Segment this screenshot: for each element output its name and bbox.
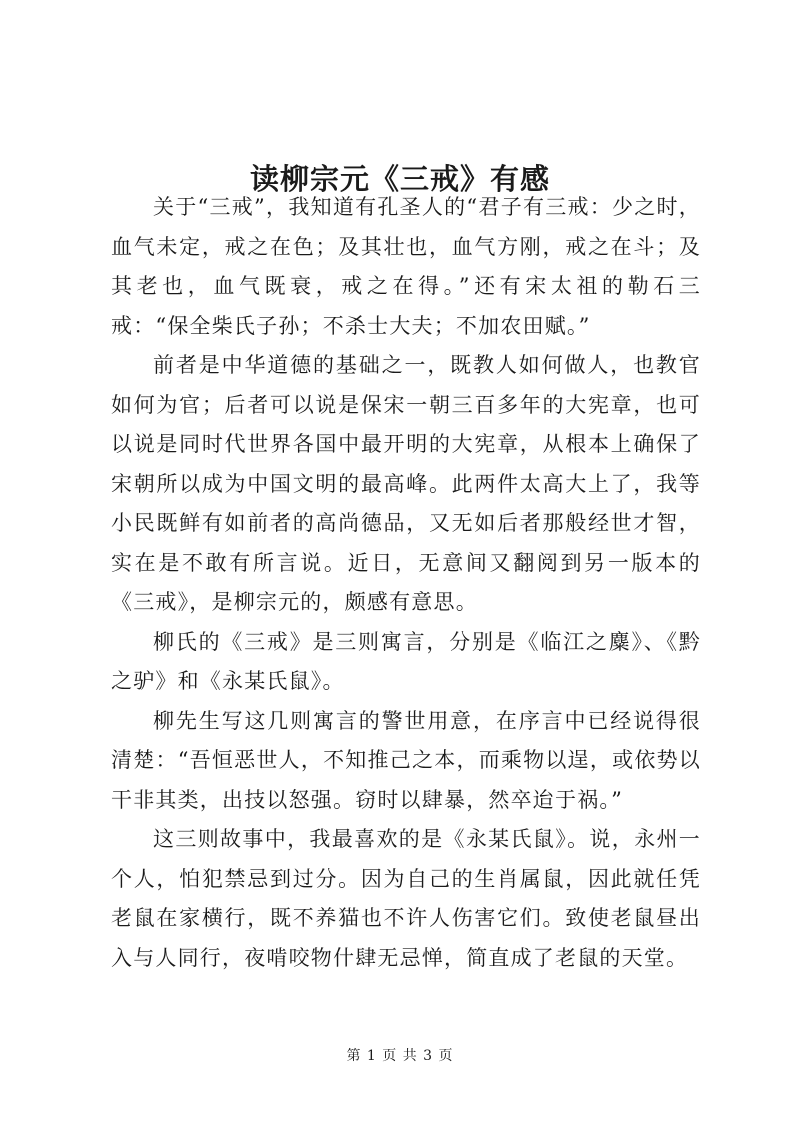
paragraph: 关于“三戒”，我知道有孔圣人的“君子有三戒：少之时，血气未定，戒之在色；及其壮也，血气方刚，戒之在斗；及其老也，血气既衰，戒之在得。”还有宋太祖的勒石三戒：“保全柴氏子孙；不杀士大夫；不加农田赋。”	[111, 195, 701, 338]
paragraph: 这三则故事中，我最喜欢的是《永某氏鼠》。说，永州一个人，怕犯禁忌到过分。因为自己的生肖属鼠，因此就任凭老鼠在家横行，既不养猫也不许人伤害它们。致使老鼠昼出入与人同行，夜啃咬物什肆无忌惮，简直成了老鼠的天堂。	[111, 827, 701, 970]
page-title: 读柳宗元《三戒》有感	[249, 162, 550, 197]
document-body	[111, 188, 701, 978]
paragraph: 前者是中华道德的基础之一，既教人如何做人，也教官如何为官；后者可以说是保宋一朝三百多年的大宪章，也可以说是同时代世界各国中最开明的大宪章，从根本上确保了宋朝所以成为中国文明的最高峰。此两件太高大上了，我等小民既鲜有如前者的高尚德品，又无如后者那般经世才智，实在是不敢有所言说。近日，无意间又翻阅到另一版本的《三戒》，是柳宗元的，颇感有意思。	[111, 353, 701, 614]
page-footer: 第 1 页 共 3 页	[346, 1048, 454, 1064]
paragraph: 柳氏的《三戒》是三则寓言，分别是《临江之麋》、《黔之驴》和《永某氏鼠》。	[111, 629, 701, 693]
paragraph: 柳先生写这几则寓言的警世用意，在序言中已经说得很清楚：“吾恒恶世人，不知推己之本，而乘物以逞，或依势以干非其类，出技以怒强。窃时以肆暴，然卒迨于祸。”	[111, 708, 701, 812]
